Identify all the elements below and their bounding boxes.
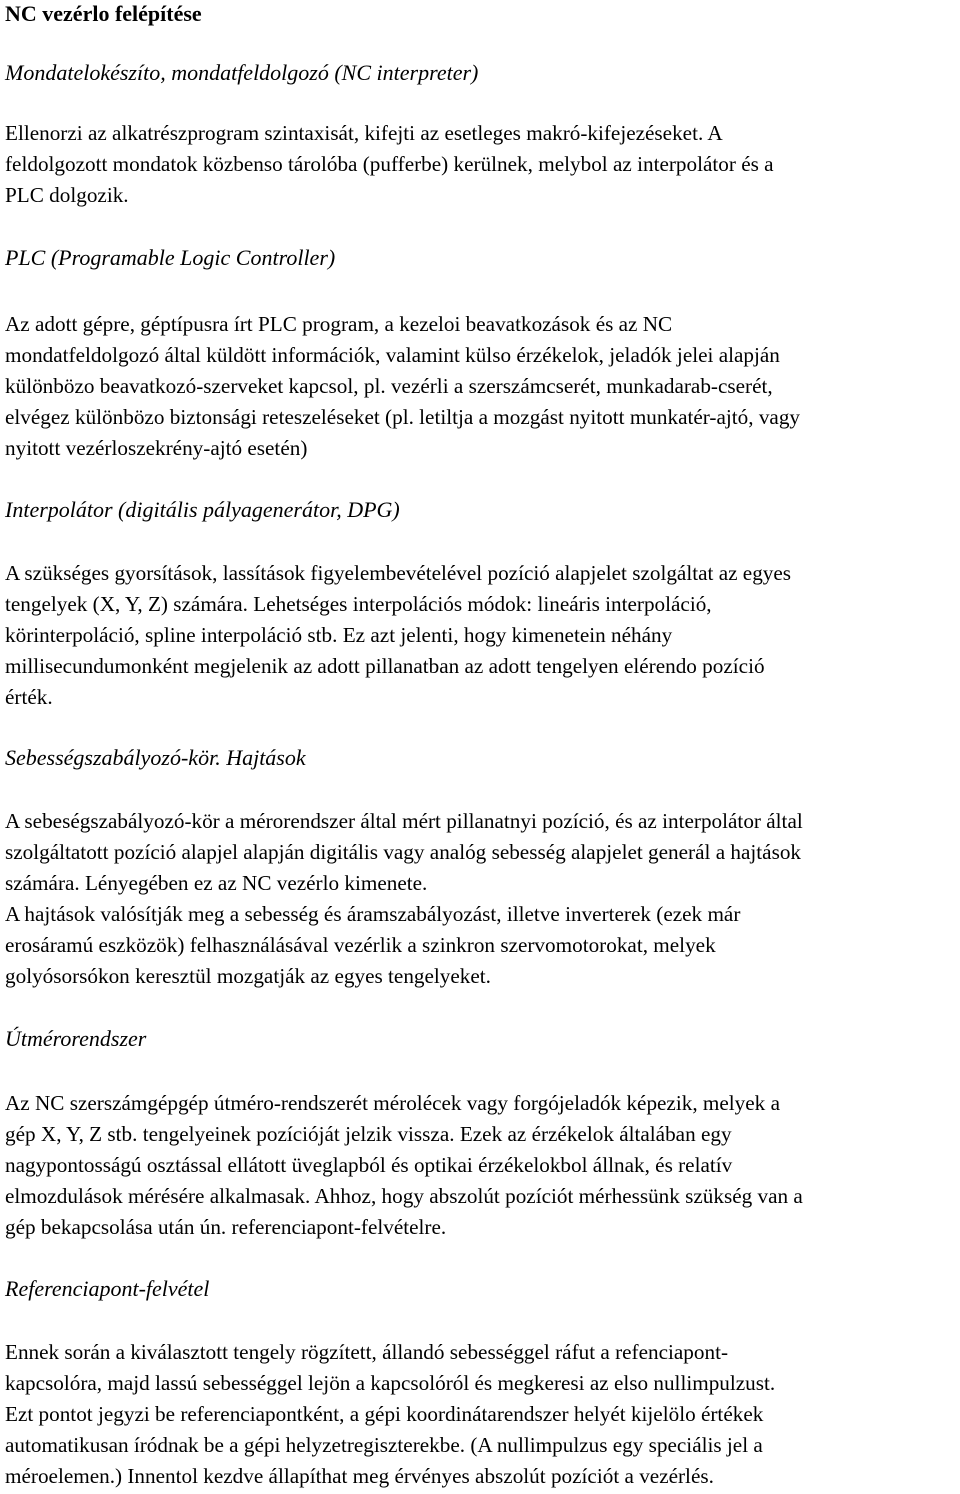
section-heading-plc: PLC (Programable Logic Controller) bbox=[5, 245, 336, 270]
section-paragraph-interpolator bbox=[5, 558, 955, 713]
paragraph-line: Ezt pontot jegyzi be referenciapontként, a gépi koordinátarendszer helyét kijelölo értékek bbox=[5, 1402, 764, 1426]
section-heading-speed-control: Sebességszabályozó-kör. Hajtások bbox=[5, 745, 306, 770]
paragraph-line: Az adott gépre, géptípusra írt PLC program, a kezeloi beavatkozások és az NC bbox=[5, 312, 673, 336]
section-paragraph-speed-control bbox=[5, 806, 955, 992]
paragraph-line: A sebeségszabályozó-kör a mérorendszer által mért pillanatnyi pozíció, és az interpolátor által bbox=[5, 809, 803, 833]
paragraph-line: elmozdulások mérésére alkalmasak. Ahhoz, hogy abszolút pozíciót mérhessünk szükség van a bbox=[5, 1184, 803, 1208]
paragraph-line: gép bekapcsolása után ún. referenciapont-felvételre. bbox=[5, 1215, 447, 1239]
section-paragraph-reference-point bbox=[5, 1337, 955, 1492]
paragraph-line: mondatfeldolgozó által küldött információk, valamint külso érzékelok, jeladók jelei alapján bbox=[5, 343, 780, 367]
paragraph-line: szolgáltatott pozíció alapjel alapján digitális vagy analóg sebesség alapjelet generál a hajtások bbox=[5, 840, 802, 864]
paragraph-line: millisecundumonként megjelenik az adott pillanatban az adott tengelyen elérendo pozíció bbox=[5, 654, 765, 678]
section-heading-measuring-system: Útmérorendszer bbox=[5, 1026, 147, 1051]
paragraph-line: nyitott vezérloszekrény-ajtó esetén) bbox=[5, 436, 308, 460]
section-paragraph-interpreter bbox=[5, 118, 955, 211]
section-heading-interpolator: Interpolátor (digitális pályagenerátor, DPG) bbox=[5, 497, 400, 522]
paragraph-line: Ellenorzi az alkatrészprogram szintaxisát, kifejti az esetleges makró-kifejezéseket. A bbox=[5, 121, 723, 145]
paragraph-line: Az NC szerszámgépgép útméro-rendszerét mérolécek vagy forgójeladók képezik, melyek a bbox=[5, 1091, 780, 1115]
paragraph-line: tengelyek (X, Y, Z) számára. Lehetséges interpolációs módok: lineáris interpoláció, bbox=[5, 592, 712, 616]
paragraph-line: számára. Lényegében ez az NC vezérlo kimenete. bbox=[5, 871, 428, 895]
paragraph-line: Ennek során a kiválasztott tengely rögzített, állandó sebességgel ráfut a refenciapont- bbox=[5, 1340, 729, 1364]
section-paragraph-measuring-system bbox=[5, 1088, 955, 1243]
paragraph-line: A szükséges gyorsítások, lassítások figyelembevételével pozíció alapjelet szolgáltat az egyes bbox=[5, 561, 792, 585]
paragraph-line: körinterpoláció, spline interpoláció stb. Ez azt jelenti, hogy kimenetein néhány bbox=[5, 623, 673, 647]
paragraph-line: golyósorsókon keresztül mozgatják az egyes tengelyeket. bbox=[5, 964, 491, 988]
paragraph-line: feldolgozott mondatok közbenso tárolóba (pufferbe) kerülnek, melybol az interpolátor és a bbox=[5, 152, 774, 176]
paragraph-line: erosáramú eszközök) felhasználásával vezérlik a szinkron szervomotorokat, melyek bbox=[5, 933, 716, 957]
paragraph-line: különbözo beavatkozó-szerveket kapcsol, pl. vezérli a szerszámcserét, munkadarab-cserét, bbox=[5, 374, 773, 398]
paragraph-line: méroelemen.) Innentol kezdve állapíthat meg érvényes abszolút pozíciót a vezérlés. bbox=[5, 1464, 714, 1488]
section-heading-reference-point: Referenciapont-felvétel bbox=[5, 1276, 210, 1301]
paragraph-line: nagypontosságú osztással ellátott üveglapból és optikai érzékelokbol állnak, és relatív bbox=[5, 1153, 733, 1177]
section-paragraph-plc bbox=[5, 309, 955, 464]
paragraph-line: A hajtások valósítják meg a sebesség és áramszabályozást, illetve inverterek (ezek már bbox=[5, 902, 741, 926]
section-heading-interpreter: Mondatelokészíto, mondatfeldolgozó (NC interpreter) bbox=[5, 60, 479, 85]
page-title: NC vezérlo felépítése bbox=[5, 1, 202, 26]
paragraph-line: PLC dolgozik. bbox=[5, 183, 129, 207]
paragraph-line: érték. bbox=[5, 685, 53, 709]
paragraph-line: kapcsolóra, majd lassú sebességgel lejön a kapcsolóról és megkeresi az elso nullimpulzust. bbox=[5, 1371, 776, 1395]
paragraph-line: automatikusan íródnak be a gépi helyzetregiszterekbe. (A nullimpulzus egy speciális jel a bbox=[5, 1433, 763, 1457]
paragraph-line: elvégez különbözo biztonsági reteszeléseket (pl. letiltja a mozgást nyitott munkatér-ajtó, vagy bbox=[5, 405, 801, 429]
paragraph-line: gép X, Y, Z stb. tengelyeinek pozícióját jelzik vissza. Ezek az érzékelok általában egy bbox=[5, 1122, 732, 1146]
